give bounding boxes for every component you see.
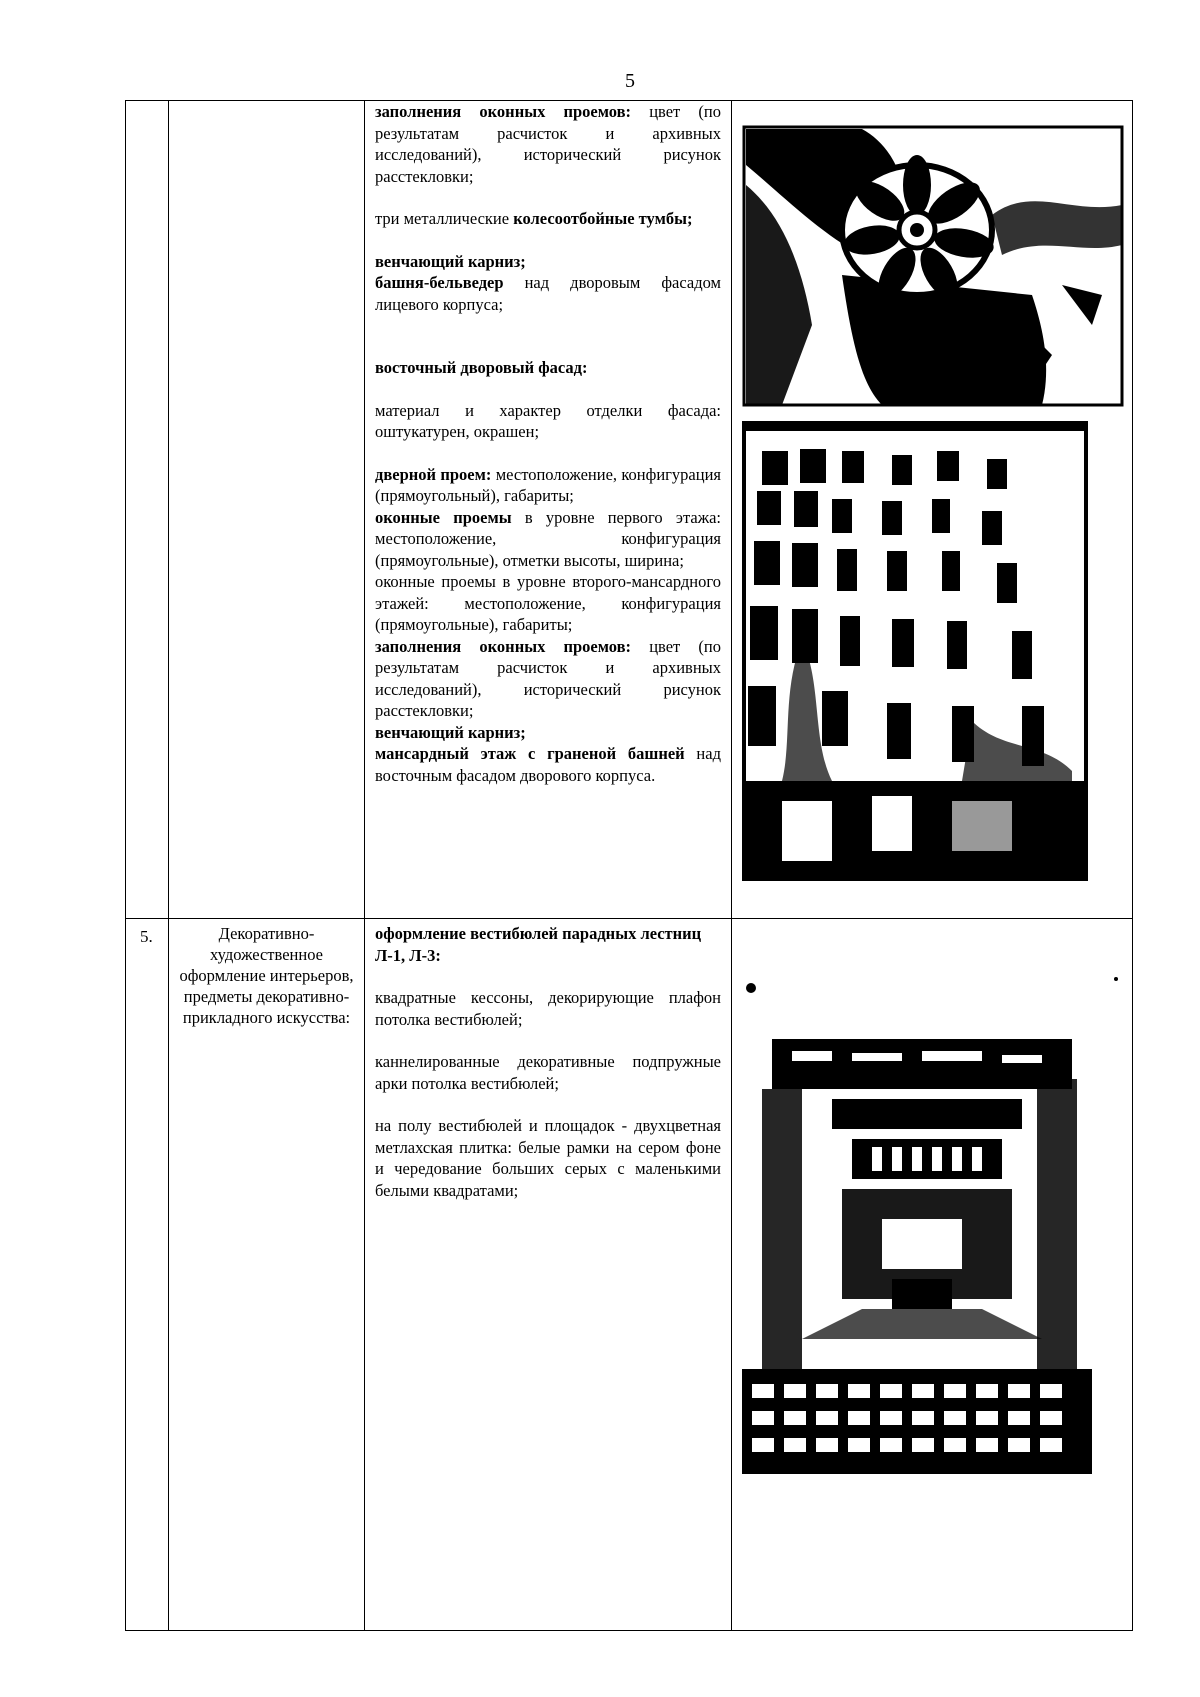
vestibule-interior-photo xyxy=(742,1039,1092,1474)
list-item: материал и характер отделки фасада: оштукатурен, окрашен; xyxy=(375,400,721,441)
table-row xyxy=(126,101,1133,919)
list-item: на полу вестибюлей и площадок - двухцветная метлахская плитка: белые рамки на сером фоне и чередование больших серых с маленькими белыми квадратами; xyxy=(375,1116,721,1200)
wheel-guard-bollard-photo xyxy=(742,125,1124,407)
facade-image xyxy=(742,421,1088,881)
row-name-cell xyxy=(169,101,365,919)
list-item: башня-бельведер над дворовым фасадом лицевого корпуса; xyxy=(375,273,721,314)
list-item: мансардный этаж с граненой башней над восточным фасадом дворового корпуса. xyxy=(375,744,721,785)
list-item: дверной проем: местоположение, конфигурация (прямоугольный), габариты; xyxy=(375,464,721,505)
page-number: 5 xyxy=(625,70,635,92)
list-item: заполнения оконных проемов: цвет (по результатам расчисток и архивных исследований), исторический рисунок расстекловки; xyxy=(375,636,721,720)
speck-mark xyxy=(1114,977,1118,981)
list-item: три металлические колесоотбойные тумбы; xyxy=(375,209,693,228)
protected-features-table xyxy=(125,100,1133,1631)
east-courtyard-facade-photo xyxy=(742,421,1088,881)
row-photo-cell xyxy=(732,101,1133,919)
list-item: Л-1, Л-3: xyxy=(375,945,441,965)
row-number-cell xyxy=(126,101,169,919)
vestibule-image xyxy=(742,1039,1092,1474)
list-item: оконные проемы в уровне второго-мансардного этажей: местоположение, конфигурация (прямоугольные), габариты; xyxy=(375,572,721,634)
list-item: каннелированные декоративные подпружные арки потолка вестибюлей; xyxy=(375,1052,721,1093)
row-description-cell xyxy=(365,919,732,1631)
table-row xyxy=(126,919,1133,1631)
list-item: венчающий карниз; xyxy=(375,251,526,271)
list-item: квадратные кессоны, декорирующие плафон потолка вестибюлей; xyxy=(375,988,721,1029)
list-item: венчающий карниз; xyxy=(375,722,526,742)
row-photo-cell xyxy=(732,919,1133,1631)
row-name-cell: Декоративно-художественное оформление интерьеров, предметы декоративно-прикладного искусства: xyxy=(169,919,365,1631)
speck-mark xyxy=(746,983,756,993)
list-item: восточный дворовый фасад: xyxy=(375,358,588,377)
list-item: оконные проемы в уровне первого этажа: местоположение, конфигурация (прямоугольные), отметки высоты, ширина; xyxy=(375,507,721,570)
row-number-cell: 5. xyxy=(126,919,169,1631)
list-item: заполнения оконных проемов: цвет (по результатам расчисток и архивных исследований), исторический рисунок расстекловки; xyxy=(375,102,721,186)
list-item: оформление вестибюлей парадных лестниц xyxy=(375,924,702,943)
bollard-image xyxy=(742,125,1124,407)
row-description-cell xyxy=(365,101,732,919)
